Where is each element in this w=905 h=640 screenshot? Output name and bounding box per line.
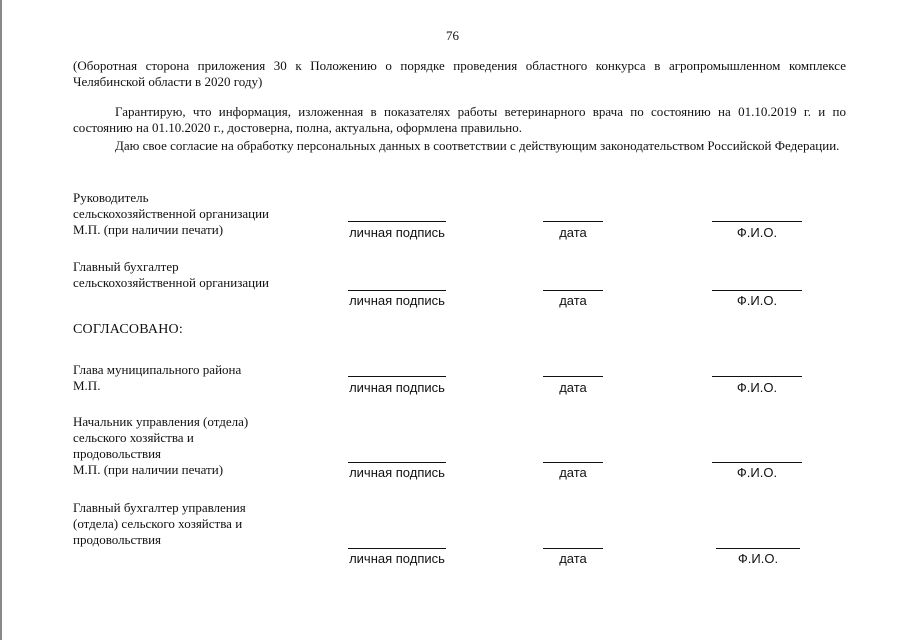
signatory-5-line-1: Главный бухгалтер управления <box>73 500 246 515</box>
header-note: (Оборотная сторона приложения 30 к Положению о порядке проведения областного конкурса в агропромышленном комплексе Челябинской области в 2020 году) <box>73 58 846 89</box>
signatory-4-name-line <box>712 462 802 463</box>
signatory-2-line-2: сельскохозяйственной организации <box>73 275 269 290</box>
signatory-5-line-2: (отдела) сельского хозяйства и <box>73 516 243 531</box>
signatory-2-date-line <box>543 290 603 291</box>
signatory-4-line-1: Начальник управления (отдела) <box>73 414 249 429</box>
signatory-1-date-caption: дата <box>559 225 587 240</box>
signatory-4-signature-caption: личная подпись <box>349 465 445 480</box>
signatory-2-name-line <box>712 290 802 291</box>
signatory-3-name-line <box>712 376 802 377</box>
signatory-2-date-caption: дата <box>559 293 587 308</box>
signatory-1-signature-line <box>348 221 446 222</box>
signatory-1-name-caption: Ф.И.О. <box>736 225 778 240</box>
signatory-4-line-4: М.П. (при наличии печати) <box>73 462 224 477</box>
signatory-5-signature-caption: личная подпись <box>349 551 445 566</box>
signatory-3-line-2: М.П. <box>73 378 101 393</box>
signatory-3-signature-line <box>348 376 446 377</box>
signatory-4-name-caption: Ф.И.О. <box>736 465 778 480</box>
signatory-2-name-caption: Ф.И.О. <box>736 293 778 308</box>
signatory-5-name-line <box>716 548 800 549</box>
signatory-4-signature-line <box>348 462 446 463</box>
guarantee-paragraph: Гарантирую, что информация, изложенная в показателях работы ветеринарного врача по состоянию на 01.10.2019 г. и по состоянию на 01.10.2020 г., достоверна, полна, актуальна, оформлена правильно. <box>73 104 846 135</box>
page-edge <box>0 0 2 640</box>
signatory-5-label <box>73 500 323 548</box>
signatory-3-signature-caption: личная подпись <box>349 380 445 395</box>
signatory-1-name-line <box>712 221 802 222</box>
signatory-3-label <box>73 362 323 394</box>
approved-heading: СОГЛАСОВАНО: <box>73 322 183 337</box>
signatory-2-label <box>73 259 323 291</box>
signatory-1-line-3: М.П. (при наличии печати) <box>73 222 224 237</box>
signatory-1-date-line <box>543 221 603 222</box>
signatory-4-label <box>73 414 323 478</box>
signatory-3-date-line <box>543 376 603 377</box>
signatory-1-label <box>73 190 323 238</box>
signatory-2-line-1: Главный бухгалтер <box>73 259 179 274</box>
signatory-3-name-caption: Ф.И.О. <box>736 380 778 395</box>
signatory-3-date-caption: дата <box>559 380 587 395</box>
signatory-2-signature-caption: личная подпись <box>349 293 445 308</box>
signatory-2-signature-line <box>348 290 446 291</box>
signatory-5-name-caption: Ф.И.О. <box>737 551 779 566</box>
signatory-5-line-3: продовольствия <box>73 532 162 547</box>
signatory-1-line-1: Руководитель <box>73 190 149 205</box>
signatory-4-date-line <box>543 462 603 463</box>
signatory-3-line-1: Глава муниципального района <box>73 362 242 377</box>
signatory-5-date-line <box>543 548 603 549</box>
page-number: 76 <box>446 28 459 43</box>
consent-paragraph: Даю свое согласие на обработку персональных данных в соответствии с действующим законодательством Российской Федерации. <box>115 138 840 153</box>
signatory-4-line-2: сельского хозяйства и <box>73 430 194 445</box>
signatory-5-date-caption: дата <box>559 551 587 566</box>
signatory-1-line-2: сельскохозяйственной организации <box>73 206 269 221</box>
signatory-4-line-3: продовольствия <box>73 446 162 461</box>
signatory-5-signature-line <box>348 548 446 549</box>
signatory-1-signature-caption: личная подпись <box>349 225 445 240</box>
signatory-4-date-caption: дата <box>559 465 587 480</box>
